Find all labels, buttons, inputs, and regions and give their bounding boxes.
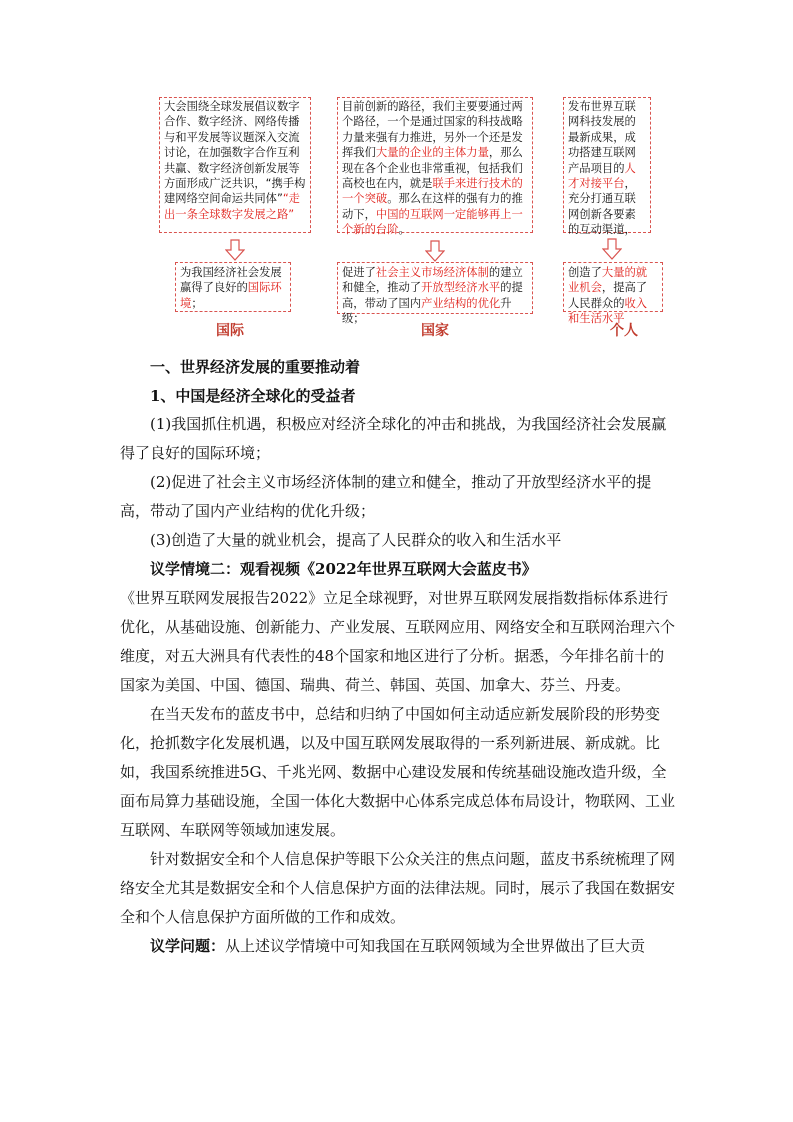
- sub-heading: 1、中国是经济全球化的受益者: [150, 387, 356, 405]
- col2-bottom-box: [337, 262, 533, 326]
- box-text: 创造了: [568, 266, 602, 279]
- question-label: 议学问题：: [150, 937, 226, 955]
- box-text: 升级；: [342, 296, 512, 326]
- highlight-text: 收入和生活水平: [568, 296, 648, 326]
- highlight-text: 大量的就业机会: [568, 266, 648, 295]
- down-arrow-icon: [425, 240, 445, 262]
- col2-top-box: [337, 97, 533, 237]
- situation-paragraph-2: 在当天发布的蓝皮书中，总结和归纳了中国如何主动适应新发展阶段的形势变化，抢抓数字化发展机遇，以及中国互联网发展取得的一系列新进展、新成就。比如，我国系统推进5G、千兆光网、数据中心建设发展和传统基础设施改造升级，全面布局算力基础设施，全国一体化大数据中心体系完成总体布局设计，物联网、工业互联网、车联网等领域加速发展。: [120, 705, 676, 839]
- box-text: 为我国经济社会发展赢得了良好的: [180, 266, 282, 295]
- box-text: 。: [398, 223, 410, 237]
- col1-top-box: [159, 97, 311, 233]
- down-arrow-icon: [225, 239, 245, 261]
- situation-paragraph-1: 《世界互联网发展报告2022》立足全球视野，对世界互联网发展指数指标体系进行优化，从基础设施、创新能力、产业发展、互联网应用、网络安全和互联网治理六个维度，对五大洲具有代表性的48个国家和地区进行了分析。据悉，今年排名前十的国家为美国、中国、德国、瑞典、荷兰、韩国、英国、加拿大、芬兰、丹麦。: [120, 589, 676, 694]
- box-text: 的建立和健全，推动了: [342, 266, 523, 295]
- situation-paragraph-3: 针对数据安全和个人信息保护等眼下公众关注的焦点问题，蓝皮书系统梳理了网络安全尤其是数据安全和个人信息保护方面的法律法规。同时，展示了我国在数据安全和个人信息保护方面所做的工作和成效。: [120, 850, 676, 926]
- box-text: 。那么在这样的强有力的推动下，: [342, 192, 523, 221]
- col1-bottom-box: [175, 262, 291, 312]
- point-1: (1)我国抓住机遇，积极应对经济全球化的冲击和挑战，为我国经济社会发展赢得了良好的国际环境；: [120, 415, 667, 462]
- question: [120, 932, 676, 961]
- col3-bottom-box: [563, 262, 663, 326]
- point-2: (2)促进了社会主义市场经济体制的建立和健全，推动了开放型经济水平的提高，带动了国内产业结构的优化升级；: [120, 473, 652, 520]
- highlight-text: 产业结构的优化: [421, 296, 501, 310]
- caption-national: 国家: [421, 323, 449, 339]
- situation-heading: 议学情境二：观看视频《2022年世界互联网大会蓝皮书》: [150, 560, 537, 578]
- box-text: ，充分打通互联网创新各要素的互动渠道，: [568, 177, 636, 237]
- highlight-text: 联手来进行技术的一个突破: [342, 177, 523, 206]
- highlight-text: 中国的互联网一定能够再上一个新的台阶: [342, 207, 523, 237]
- down-arrow-icon: [602, 238, 622, 260]
- box-text: 目前创新的路径，我们主要要通过两个路径，一个是通过国家的科技战略力量来强有力推进，另外一个还是发挥我们: [342, 100, 523, 160]
- highlight-text: 开放型经济水平: [421, 281, 501, 295]
- highlight-text: “走出一条全球数字发展之路”: [164, 192, 300, 221]
- caption-individual: 个人: [610, 323, 638, 339]
- box-text: 发布世界互联网科技发展的最新成果，成功搭建互联网产品项目的: [568, 100, 636, 175]
- box-text: ，那么现在各个企业也非常重视，包括我们高校也在内，就是: [342, 146, 523, 191]
- highlight-text: 人才对接平台: [568, 161, 636, 191]
- highlight-text: 国际环境: [180, 281, 282, 310]
- highlight-text: 社会主义市场经济体制: [375, 266, 489, 279]
- box-text: ，提高了人民群众的: [568, 281, 648, 310]
- point-3: (3)创造了大量的就业机会，提高了人民群众的收入和生活水平: [150, 531, 562, 549]
- box-text: 的提高，带动了国内: [342, 281, 523, 310]
- points-block: [120, 410, 676, 961]
- box-text: ；: [191, 296, 203, 310]
- box-text: 促进了: [342, 266, 376, 279]
- caption-international: 国际: [216, 323, 244, 339]
- question-text: 从上述议学情境中可知我国在互联网领域为全世界做出了巨大贡: [225, 937, 646, 955]
- box-text: 大会围绕全球发展倡议数字合作、数字经济、网络传播与和平发展等议题深入交流讨论，在加强数字合作互利共赢、数字经济创新发展等方面形成广泛共识，“携手构建网络空间命运共同体”: [164, 100, 306, 206]
- section-heading: 一、世界经济发展的重要推动着: [150, 358, 361, 376]
- highlight-text: 大量的企业的主体力量: [375, 146, 489, 160]
- col3-top-box: [563, 97, 651, 237]
